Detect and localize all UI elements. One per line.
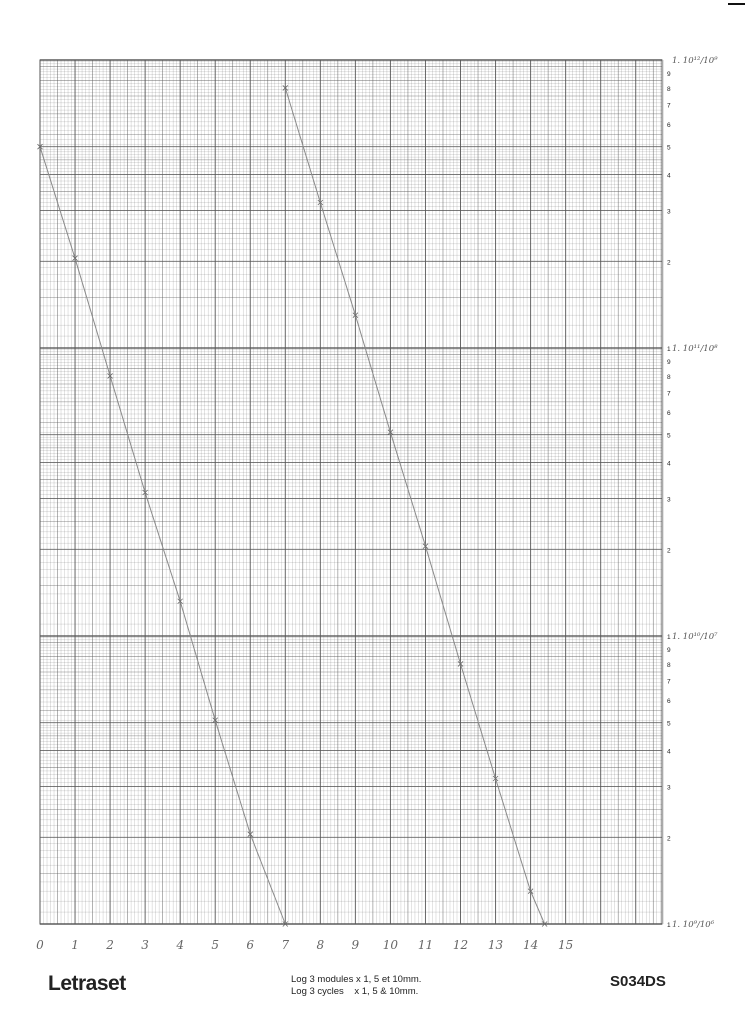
brand-logo-text: Letraset: [48, 972, 126, 995]
x-tick-label: 0: [36, 938, 44, 952]
y-tick-label: 1: [667, 922, 671, 929]
y-tick-label: 9: [667, 359, 671, 367]
y-tick-label: 4: [667, 460, 671, 468]
x-tick-label: 2: [106, 938, 114, 952]
x-tick-label: 9: [351, 938, 360, 952]
decade-annotation: 1. 10⁹/10⁶: [672, 920, 715, 930]
y-tick-label: 2: [667, 547, 671, 555]
y-tick-label: 8: [667, 661, 671, 669]
y-tick-label: 4: [667, 748, 671, 756]
x-tick-label: 7: [281, 938, 290, 952]
x-tick-label: 3: [141, 938, 149, 952]
x-tick-label: 11: [417, 938, 434, 952]
x-tick-label: 4: [176, 938, 184, 952]
y-tick-label: 6: [667, 121, 671, 129]
x-tick-label: 14: [522, 938, 539, 952]
y-tick-label: 3: [667, 208, 671, 216]
y-tick-label: 1: [667, 634, 671, 641]
x-tick-label: 10: [382, 938, 399, 952]
x-tick-label: 6: [246, 938, 255, 952]
y-tick-label: 9: [667, 71, 671, 79]
y-tick-label: 3: [667, 496, 671, 504]
y-tick-label: 8: [667, 85, 671, 93]
y-tick-label: 2: [667, 835, 671, 843]
spec-line-1: Log 3 modules x 1, 5 et 10mm.: [291, 974, 422, 985]
x-tick-label: 13: [487, 938, 504, 952]
x-tick-label: 12: [452, 938, 469, 952]
y-tick-label: 5: [667, 720, 671, 728]
spec-line-2: Log 3 cycles x 1, 5 & 10mm.: [291, 986, 419, 997]
x-tick-label: 5: [211, 938, 220, 952]
y-tick-label: 6: [667, 697, 671, 705]
y-tick-label: 5: [667, 144, 671, 152]
y-tick-label: 7: [667, 390, 671, 398]
x-tick-label: 8: [316, 938, 325, 952]
y-tick-label: 9: [667, 647, 671, 655]
y-tick-label: 6: [667, 409, 671, 417]
y-tick-label: 8: [667, 373, 671, 381]
decade-annotation: 1. 10¹⁰/10⁷: [672, 632, 718, 642]
plot-frame: [40, 60, 662, 924]
y-tick-label: 7: [667, 678, 671, 686]
y-tick-label: 1: [667, 346, 671, 353]
product-code: S034DS: [610, 973, 666, 990]
x-tick-label: 15: [557, 938, 574, 952]
y-tick-label: 3: [667, 784, 671, 792]
y-tick-label: 5: [667, 432, 671, 440]
decade-annotation: 1. 10¹¹/10⁸: [672, 344, 718, 354]
y-tick-label: 7: [667, 102, 671, 110]
y-tick-label: 4: [667, 172, 671, 180]
x-tick-label: 1: [71, 938, 79, 952]
y-tick-label: 2: [667, 259, 671, 267]
decade-annotation: 1. 10¹²/10⁹: [672, 56, 718, 66]
